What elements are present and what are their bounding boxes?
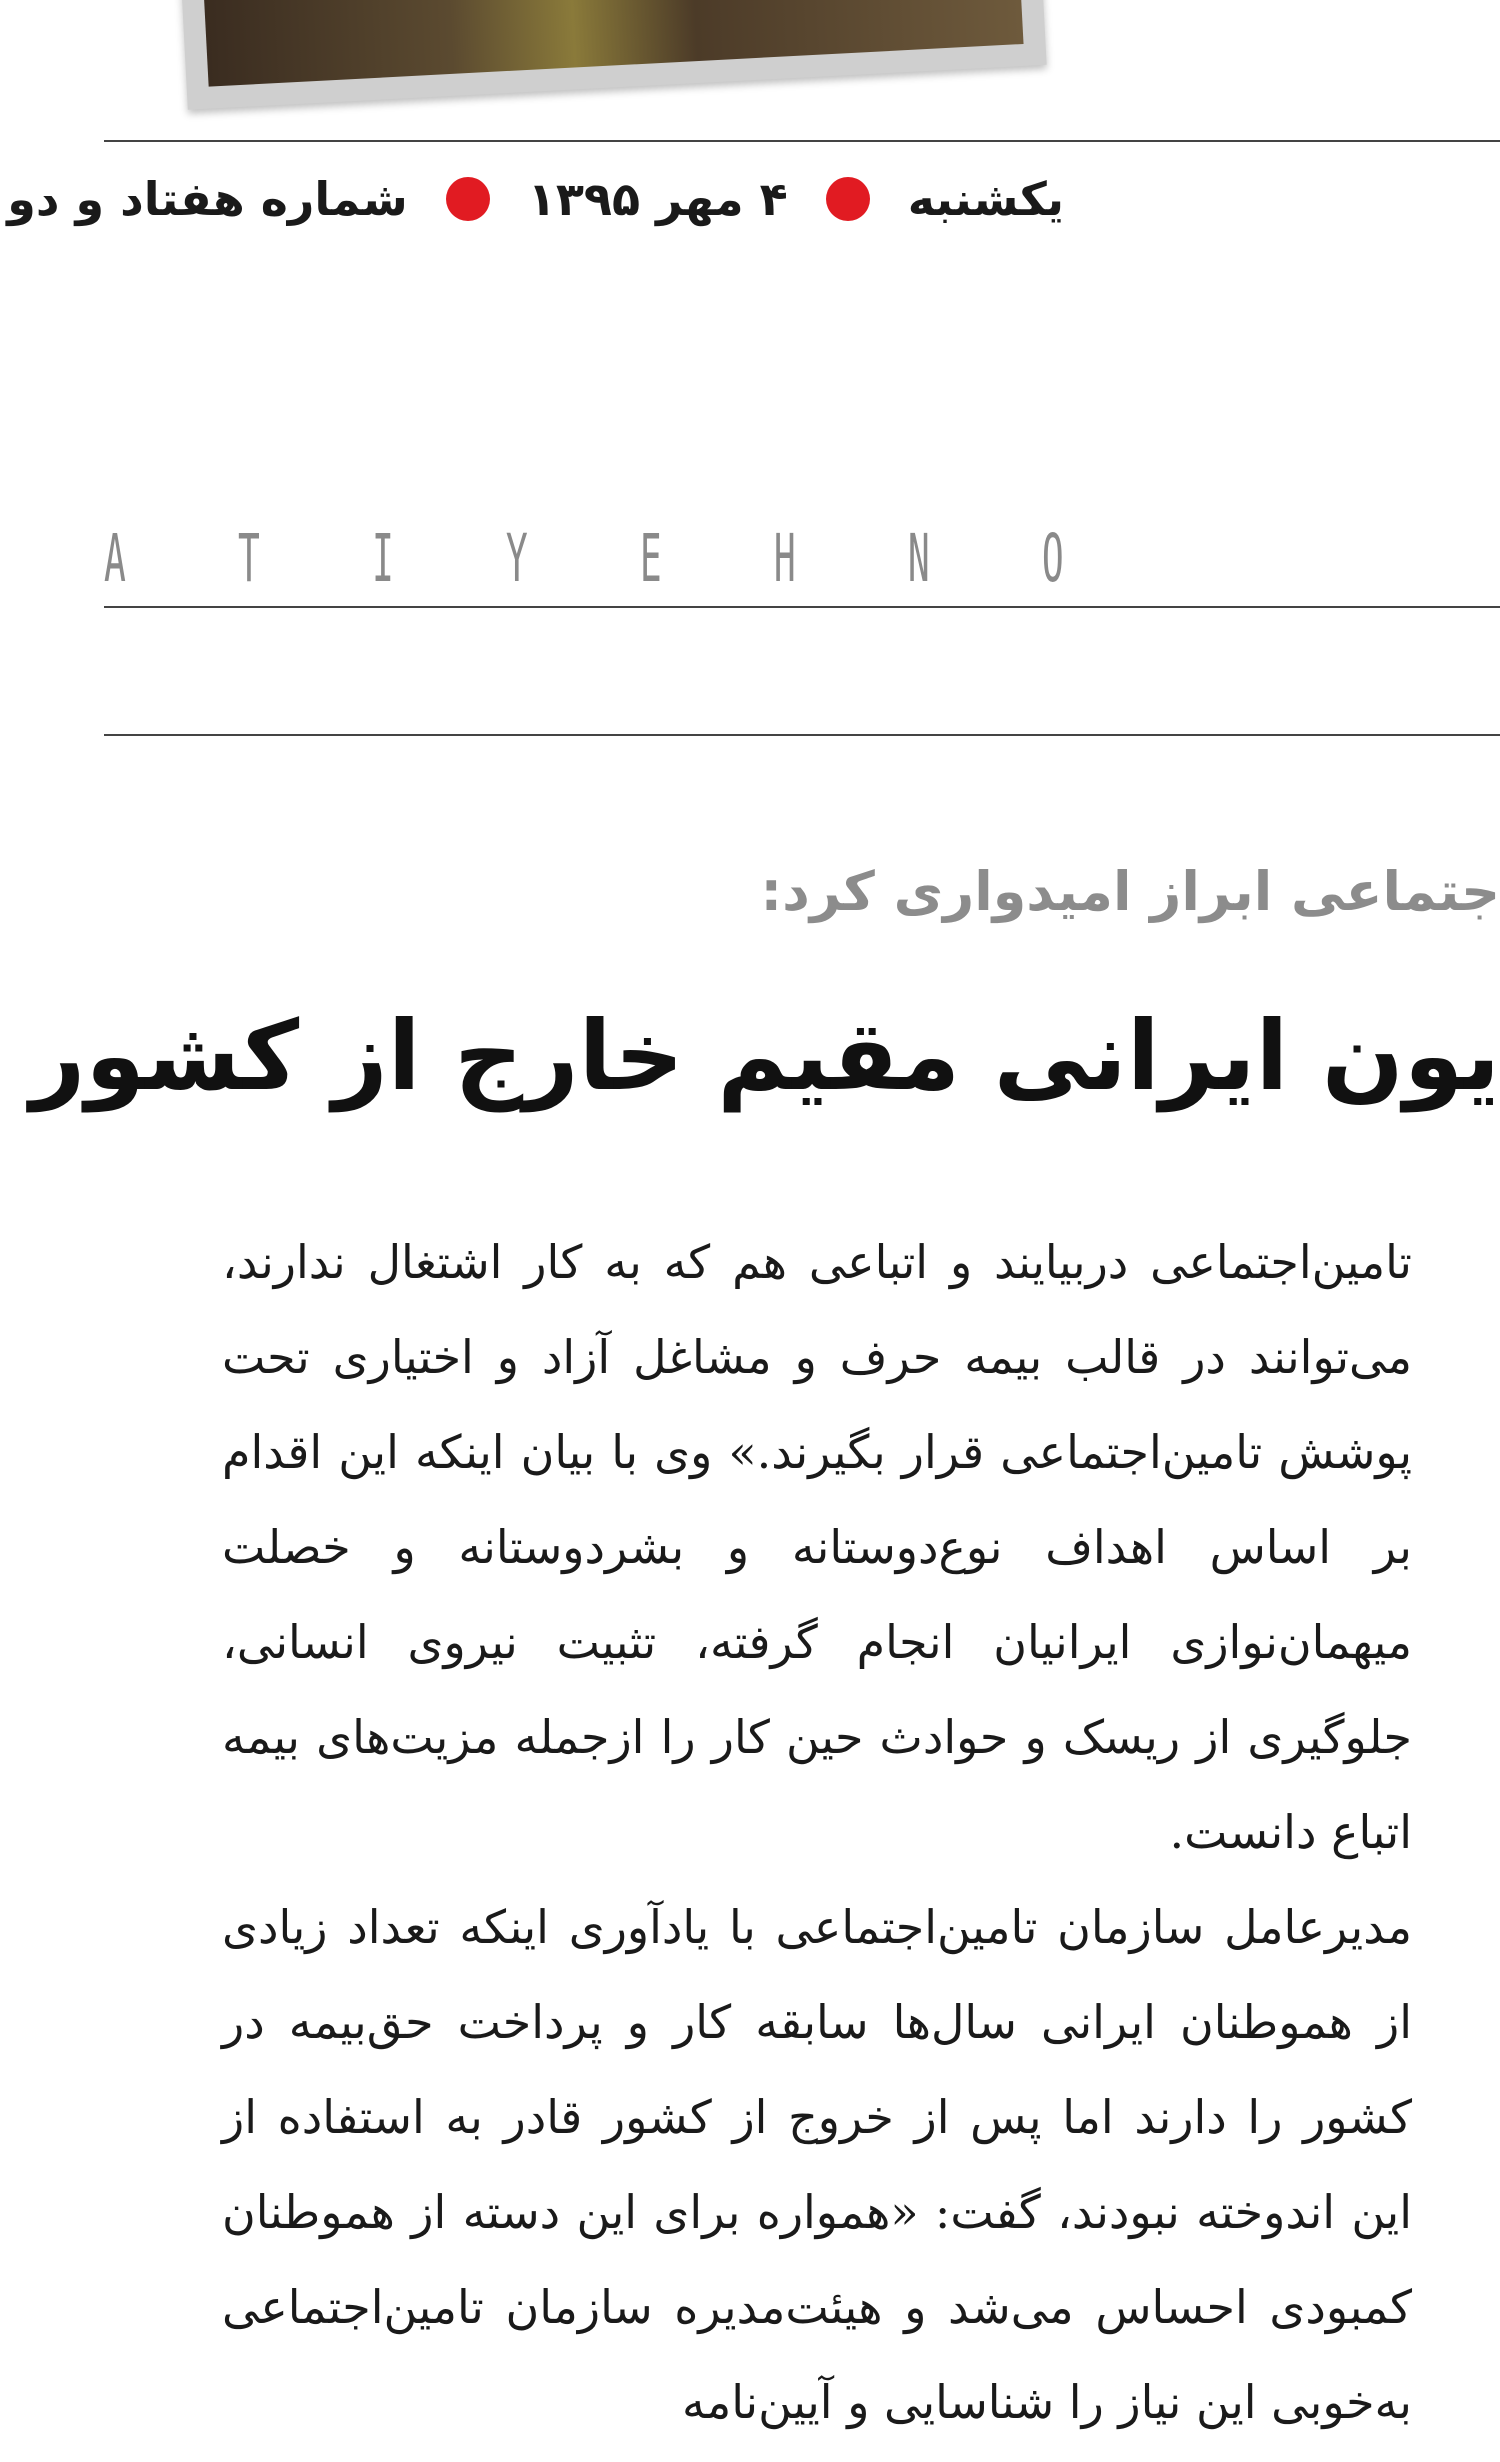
dateline-date: ۴ مهر ۱۳۹۵ <box>527 171 788 226</box>
photo-frame <box>180 0 1047 110</box>
dateline-day: یکشنبه <box>907 171 1064 226</box>
brand-letter: I <box>371 520 394 597</box>
article-photo <box>202 0 1023 87</box>
brand-rule <box>104 606 1500 608</box>
brand-letter: T <box>237 520 260 597</box>
section-rule <box>104 734 1500 736</box>
brand-letter: A <box>104 520 126 597</box>
dateline <box>7 168 1064 226</box>
brand-letter: N <box>907 520 930 597</box>
red-dot-icon <box>446 177 490 221</box>
article-body <box>222 1215 1412 2450</box>
brand-letter: Y <box>505 520 528 597</box>
article-kicker: جتماعی ابراز امیدواری کرد: <box>760 860 1500 923</box>
dateline-issue: شماره هفتاد و دو <box>7 171 408 226</box>
red-dot-icon <box>826 177 870 221</box>
brand-wordmark <box>104 520 1064 597</box>
brand-letter: E <box>639 520 662 597</box>
brand-letter: H <box>773 520 796 597</box>
brand-letter: O <box>1041 520 1064 597</box>
article-paragraph: تامین‌اجتماعی دربیایند و اتباعی هم که به کار اشتغال ندارند، می‌توانند در قالب بیمه حرف و مشاغل آزاد و اختیاری تحت پوشش تامین‌اجتماعی قرار بگیرند.» وی با بیان اینکه این اقدام بر اساس اهداف نوع‌دوستانه و بشردوستانه و خصلت میهمان‌نوازی ایرانیان انجام گرفته، تثبیت نیروی انسانی، جلوگیری از ریسک و حوادث حین کار را ازجمله مزیت‌های بیمه اتباع دانست. <box>222 1235 1412 1859</box>
article-headline: یون ایرانی مقیم خارج از کشور <box>30 1000 1500 1112</box>
article-paragraph: مدیرعامل سازمان تامین‌اجتماعی با یادآوری اینکه تعداد زیادی از هموطنان ایرانی سال‌ها سابقه کار و پرداخت حق‌بیمه در کشور را دارند اما پس از خروج از کشور قادر به استفاده از این اندوخته نبودند، گفت: «همواره برای این دسته از هموطنان کمبودی احساس می‌شد و هیئت‌مدیره سازمان تامین‌اجتماعی به‌خوبی این نیاز را شناسایی و آیین‌نامه <box>222 1900 1412 2429</box>
top-rule <box>104 140 1500 142</box>
